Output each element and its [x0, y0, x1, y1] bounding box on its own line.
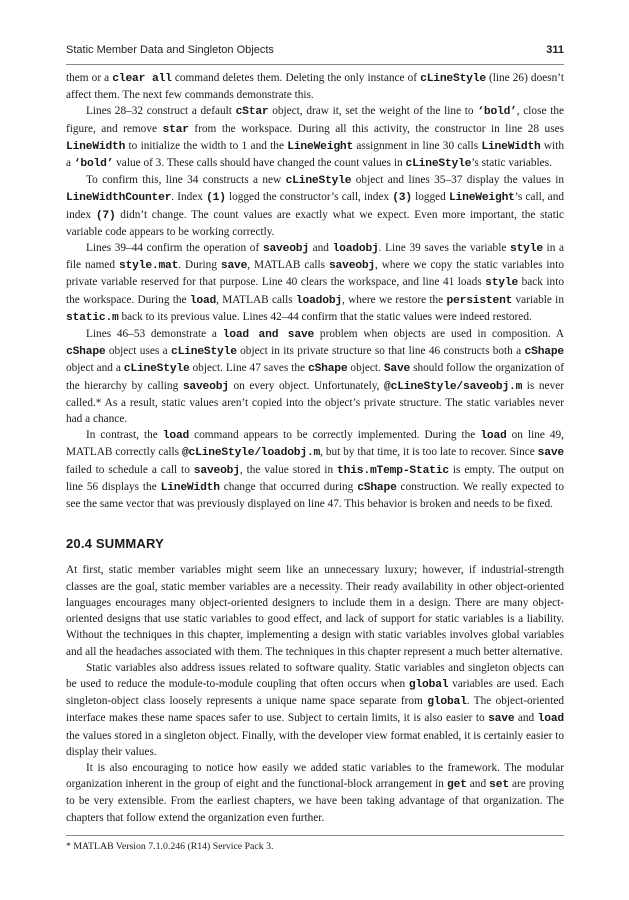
paragraph-3: To confirm this, line 34 constructs a new cLineStyle object and lines 35–37 display the values in LineWidthCounter. Index (1) logged the constructor’s call, index (3) logged LineWeight’s call, and index (7) didn’t change. The count values are exactly what we expect. Even more important, the static variable code appears to be working correctly. — [66, 174, 565, 238]
running-header — [66, 44, 564, 60]
summary-paragraph-3: It is also encouraging to notice how easily we added static variables to the framework. The modular organization inherent in the group of eight and the functional-block arrangement in get and set are proving to be very extensible. From the earliest chapters, we have been taking advantage of that organization. The chapters that follow extend the organization even further. — [66, 761, 564, 824]
paragraph-4: Lines 39–44 confirm the operation of saveobj and loadobj. Line 39 saves the variable style in a file named style.mat. During save, MATLAB calls saveobj, where we copy the static variables into private variable reserved for that purpose. Line 40 clears the workspace, and line 41 loads style back into the workspace. During the load, MATLAB calls loadobj, where we restore the persistent variable in static.m back to its previous value. Lines 42–44 confirm that the static values were indeed restored. — [66, 242, 565, 324]
paragraph-1: them or a clear all command deletes them. Deleting the only instance of cLineStyle (line 26) doesn’t affect them. The next few commands demonstrate this. — [66, 72, 564, 102]
paragraph-2: Lines 28–32 construct a default cStar object, draw it, set the weight of the line to ‘bold’, close the figure, and remove star from the workspace. During all this activity, the constructor in line 28 uses LineWidth to initialize the width to 1 and the LineWeight assignment in line 30 calls LineWidth with a ‘bold’ value of 3. These calls should have changed the count values in cLineStyle’s static variables. — [66, 105, 564, 171]
header-rule — [66, 64, 564, 65]
paragraph-5: Lines 46–53 demonstrate a load and save problem when objects are used in composition. A cShape object uses a cLineStyle object in its private structure so that line 46 constructs both a cShape object and a cLineStyle object. Line 47 saves the cShape object. Save should follow the organization of the hierarchy by calling saveobj on every object. Unfortunately, @cLineStyle/saveobj.m is never called.* As a result, static values aren’t copied into the object’s private structure. The static variables never had a chance. — [66, 328, 565, 426]
running-title: Static Member Data and Singleton Objects — [66, 44, 274, 56]
paragraph-6: In contrast, the load command appears to be correctly implemented. During the load on line 49, MATLAB correctly calls @cLineStyle/loadobj.m, but by that time, it is too late to recover. Since save failed to schedule a call to saveobj, the value stored in this.mTemp-Static is empty. The output on line 56 displays the LineWidth change that occurred during cShape construction. We really expected to see the same vector that was previously displayed on line 47. This behavior is broken and needs to be fixed. — [66, 429, 565, 511]
summary-paragraph-2: Static variables also address issues related to software quality. Static variables and singleton objects can be used to reduce the module-to-module coupling that often occurs when global variables are used. Each singleton-object class loosely represents a unique name space separate from global. The object-oriented interface makes these name spaces safer to use. Subject to certain limits, it is also easier to save and load the values stored in a singleton object. Finally, with the developer view format enabled, it is certainly easier to display their values. — [66, 661, 564, 758]
body-text — [66, 70, 564, 826]
footnote: * MATLAB Version 7.1.0.246 (R14) Service Pack 3. — [66, 841, 274, 852]
footnote-rule — [66, 835, 564, 836]
summary-paragraph-1: At first, static member variables might seem like an unnecessary luxury; however, if industrial-strength classes are the goal, static member variables are a necessity. Their ready availability in other object-oriented languages encourages many object-oriented designers to include them in a design. There are many object-oriented designs that use static variables to good effect, and lack of support for static variables is a liability. Without the techniques in this chapter, implementing a design with static variables involves global variables and all the headaches associated with them. The techniques in this chapter represent a much better alternative. — [66, 564, 564, 658]
page-number: 311 — [546, 44, 564, 56]
section-heading: 20.4 SUMMARY — [66, 536, 164, 552]
